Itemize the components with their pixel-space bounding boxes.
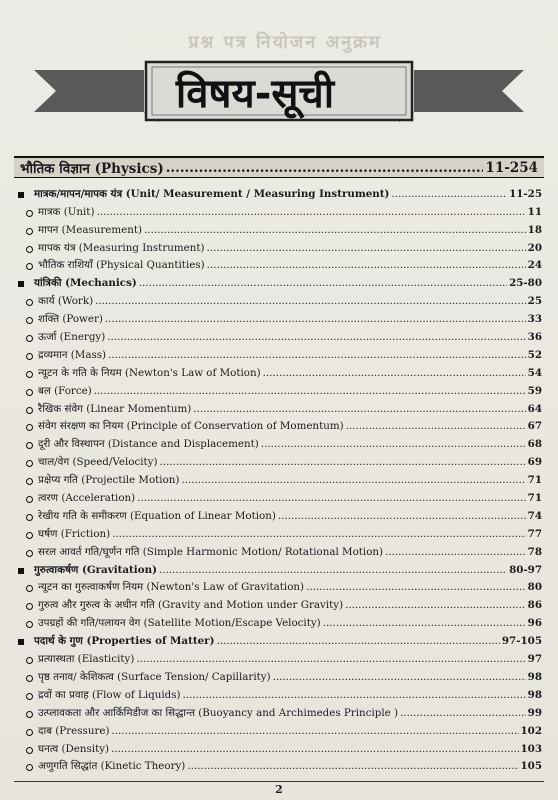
- leader-dots: [207, 259, 526, 272]
- leader-dots: [273, 671, 526, 684]
- toc-topic-row: [14, 577, 542, 595]
- toc-page-number: 80-97: [509, 563, 542, 576]
- leader-dots: [111, 725, 518, 738]
- leader-dots: [159, 456, 525, 469]
- circle-bullet-icon: [26, 389, 33, 396]
- toc-entry-text: द्रव्यमान (Mass): [38, 348, 107, 361]
- toc-entry-text: त्वरण (Acceleration): [38, 492, 136, 505]
- toc-entry-text: ऊर्जा (Energy): [38, 331, 106, 344]
- toc-entry-text: चाल/वेग (Speed/Velocity): [38, 456, 158, 469]
- toc-entry-text: दाब (Pressure): [38, 724, 110, 737]
- toc-chapter-row: [14, 630, 542, 648]
- circle-bullet-icon: [26, 210, 33, 217]
- toc-page-number: 97: [527, 653, 542, 666]
- section-header-physics: [14, 156, 544, 178]
- toc-page-number: 98: [527, 670, 542, 683]
- circle-bullet-icon: [26, 478, 33, 485]
- toc-entry-text: यांत्रिकी (Mechanics): [34, 277, 137, 290]
- leader-dots: [263, 367, 526, 380]
- circle-bullet-icon: [26, 442, 33, 449]
- circle-bullet-icon: [26, 729, 33, 736]
- toc-entry-text: गुरुत्व और गुरुत्व के अधीन गति (Gravity and Motion under Gravity): [38, 599, 344, 612]
- toc-page-number: 99: [527, 706, 542, 719]
- circle-bullet-icon: [26, 675, 33, 682]
- circle-bullet-icon: [26, 514, 33, 521]
- toc-topic-row: [14, 523, 542, 541]
- toc-page-number: 74: [527, 509, 542, 522]
- leader-dots: [261, 438, 526, 451]
- toc-page-number: 103: [520, 742, 542, 755]
- leader-dots: [108, 349, 526, 362]
- toc-chapter-row: [14, 183, 542, 201]
- toc-topic-row: [14, 255, 542, 273]
- leader-dots: [139, 277, 507, 290]
- toc-entry-text: मापन (Measurement): [38, 223, 143, 236]
- leader-dots: [136, 653, 525, 666]
- toc-topic-row: [14, 451, 542, 469]
- toc-page-number: 54: [527, 366, 542, 379]
- circle-bullet-icon: [26, 460, 33, 467]
- toc-topic-row: [14, 237, 542, 255]
- toc-topic-row: [14, 416, 542, 434]
- toc-entry-text: उत्प्लावकता और आर्किमिडीज का सिद्धान्त (Buoyancy and Archimedes Principle ): [38, 706, 399, 719]
- toc-entry-text: दूरी और विस्थापन (Distance and Displacement): [38, 438, 259, 451]
- toc-page-number: 11: [527, 205, 542, 218]
- leader-dots: [112, 528, 525, 541]
- leader-dots: [111, 743, 518, 756]
- toc-page-number: 24: [527, 259, 542, 272]
- leader-dots: [400, 707, 526, 720]
- leader-dots: [96, 206, 525, 219]
- faint-header-text: प्रश्न पत्र नियोजन अनुक्रम: [188, 32, 382, 53]
- toc-topic-row: [14, 469, 542, 487]
- toc-topic-row: [14, 505, 542, 523]
- footer-divider: [14, 781, 544, 782]
- toc-page-number: 71: [527, 474, 542, 487]
- circle-bullet-icon: [26, 335, 33, 342]
- circle-bullet-icon: [26, 371, 33, 378]
- leader-dots: [159, 564, 507, 577]
- circle-bullet-icon: [26, 407, 33, 414]
- page-number: 2: [275, 783, 283, 796]
- toc-entry-text: अणुगति सिद्धांत (Kinetic Theory): [38, 760, 186, 773]
- leader-dots: [323, 617, 526, 630]
- leader-dots: [187, 760, 518, 773]
- circle-bullet-icon: [26, 263, 33, 270]
- toc-page-number: 98: [527, 688, 542, 701]
- circle-bullet-icon: [26, 246, 33, 253]
- toc-page-number: 97-105: [501, 635, 542, 648]
- table-of-contents: [14, 183, 542, 773]
- toc-topic-row: [14, 344, 542, 362]
- toc-chapter-row: [14, 559, 542, 577]
- circle-bullet-icon: [26, 657, 33, 664]
- toc-topic-row: [14, 219, 542, 237]
- square-bullet-icon: [18, 281, 24, 287]
- toc-entry-text: मात्रक (Unit): [38, 205, 95, 218]
- circle-bullet-icon: [26, 603, 33, 610]
- toc-topic-row: [14, 666, 542, 684]
- circle-bullet-icon: [26, 228, 33, 235]
- leader-dots: [306, 581, 526, 594]
- toc-page-number: 59: [527, 384, 542, 397]
- leader-dots: [137, 492, 525, 505]
- toc-topic-row: [14, 541, 542, 559]
- leader-dots: [385, 546, 526, 559]
- toc-entry-text: भौतिक राशियाँ (Physical Quantities): [38, 259, 205, 272]
- toc-page-number: 78: [527, 545, 542, 558]
- toc-entry-text: रैखिक संवेग (Linear Momentum): [38, 402, 192, 415]
- leader-dots: [216, 635, 499, 648]
- toc-entry-text: प्रक्षेप्य गति (Projectile Motion): [38, 474, 180, 487]
- toc-entry-text: घनत्व (Density): [38, 742, 110, 755]
- toc-entry-text: प्रत्यास्थता (Elasticity): [38, 653, 135, 666]
- toc-page-number: 11-25: [509, 187, 542, 200]
- toc-entry-text: बल (Force): [38, 384, 92, 397]
- toc-topic-row: [14, 612, 542, 630]
- toc-topic-row: [14, 398, 542, 416]
- leader-dots: [193, 403, 525, 416]
- toc-entry-text: संवेग संरक्षण का नियम (Principle of Conservation of Momentum): [38, 420, 344, 433]
- toc-entry-text: मापक यंत्र (Measuring Instrument): [38, 241, 205, 254]
- leader-dots: [95, 295, 526, 308]
- toc-page-number: 52: [527, 348, 542, 361]
- toc-topic-row: [14, 433, 542, 451]
- toc-page-number: 68: [527, 438, 542, 451]
- section-title: भौतिक विज्ञान (Physics): [20, 160, 164, 177]
- toc-page-number: 20: [527, 241, 542, 254]
- toc-entry-text: सरल आवर्त गति/घूर्णन गति (Simple Harmonic Motion/ Rotational Motion): [38, 545, 384, 558]
- toc-page-number: 80: [527, 581, 542, 594]
- leader-dots: [207, 242, 526, 255]
- toc-entry-text: उपग्रहों की गति/पलायन वेग (Satellite Motion/Escape Velocity): [38, 617, 321, 630]
- circle-bullet-icon: [26, 621, 33, 628]
- toc-topic-row: [14, 201, 542, 219]
- toc-entry-text: घर्षण (Friction): [38, 527, 111, 540]
- page-title: विषय-सूची: [175, 71, 335, 117]
- toc-page-number: 105: [520, 760, 542, 773]
- toc-page-number: 86: [527, 599, 542, 612]
- square-bullet-icon: [18, 568, 24, 574]
- circle-bullet-icon: [26, 711, 33, 718]
- toc-page-number: 36: [527, 331, 542, 344]
- toc-topic-row: [14, 738, 542, 756]
- circle-bullet-icon: [26, 353, 33, 360]
- toc-page-number: 96: [527, 617, 542, 630]
- toc-entry-text: द्रवों का प्रवाह (Flow of Liquids): [38, 688, 181, 701]
- toc-topic-row: [14, 290, 542, 308]
- circle-bullet-icon: [26, 764, 33, 771]
- toc-topic-row: [14, 362, 542, 380]
- toc-entry-text: रेखीय गति के समीकरण (Equation of Linear Motion): [38, 509, 276, 522]
- toc-page-number: 25: [527, 295, 542, 308]
- toc-entry-text: पदार्थ के गुण (Properties of Matter): [34, 635, 215, 648]
- leader-dots: [278, 510, 526, 523]
- leader-dots: [144, 224, 526, 237]
- circle-bullet-icon: [26, 532, 33, 539]
- toc-page-number: 69: [527, 456, 542, 469]
- toc-entry-text: पृष्ठ तनाव/ केशिकत्व (Surface Tension/ Capillarity): [38, 670, 271, 683]
- toc-page-number: 18: [527, 223, 542, 236]
- square-bullet-icon: [18, 639, 24, 645]
- toc-topic-row: [14, 720, 542, 738]
- leader-dots: [345, 599, 526, 612]
- leader-dots: [107, 331, 525, 344]
- leader-dots: [183, 689, 526, 702]
- section-pages: 11-254: [485, 159, 538, 176]
- leader-dots: [105, 313, 526, 326]
- toc-page-number: 64: [527, 402, 542, 415]
- toc-topic-row: [14, 756, 542, 774]
- leader-dots: [181, 474, 525, 487]
- toc-topic-row: [14, 487, 542, 505]
- toc-topic-row: [14, 648, 542, 666]
- toc-topic-row: [14, 702, 542, 720]
- toc-entry-text: मात्रक/मापन/मापक यंत्र (Unit/ Measurement / Measuring Instrument): [34, 187, 390, 200]
- toc-chapter-row: [14, 272, 542, 290]
- circle-bullet-icon: [26, 317, 33, 324]
- circle-bullet-icon: [26, 424, 33, 431]
- toc-page-number: 33: [527, 313, 542, 326]
- toc-page-number: 102: [520, 724, 542, 737]
- toc-page-number: 77: [527, 527, 542, 540]
- toc-topic-row: [14, 380, 542, 398]
- circle-bullet-icon: [26, 747, 33, 754]
- toc-topic-row: [14, 326, 542, 344]
- toc-entry-text: न्यूटन का गुरुत्वाकर्षण नियम (Newton's Law of Gravitation): [38, 581, 305, 594]
- toc-entry-text: कार्य (Work): [38, 295, 94, 308]
- toc-topic-row: [14, 308, 542, 326]
- leader-dots: [346, 420, 526, 433]
- circle-bullet-icon: [26, 496, 33, 503]
- toc-page-number: 25-80: [509, 277, 542, 290]
- toc-topic-row: [14, 594, 542, 612]
- toc-entry-text: गुरुत्वाकर्षण (Gravitation): [34, 563, 157, 576]
- toc-page-number: 71: [527, 492, 542, 505]
- square-bullet-icon: [18, 192, 24, 198]
- leader-dots: [94, 385, 526, 398]
- circle-bullet-icon: [26, 693, 33, 700]
- circle-bullet-icon: [26, 585, 33, 592]
- circle-bullet-icon: [26, 550, 33, 557]
- toc-topic-row: [14, 684, 542, 702]
- leader-dots: [166, 160, 484, 176]
- toc-entry-text: शक्ति (Power): [38, 313, 103, 326]
- leader-dots: [391, 188, 507, 201]
- circle-bullet-icon: [26, 299, 33, 306]
- toc-entry-text: न्यूटन के गति के नियम (Newton's Law of Motion): [38, 366, 261, 379]
- toc-page-number: 67: [527, 420, 542, 433]
